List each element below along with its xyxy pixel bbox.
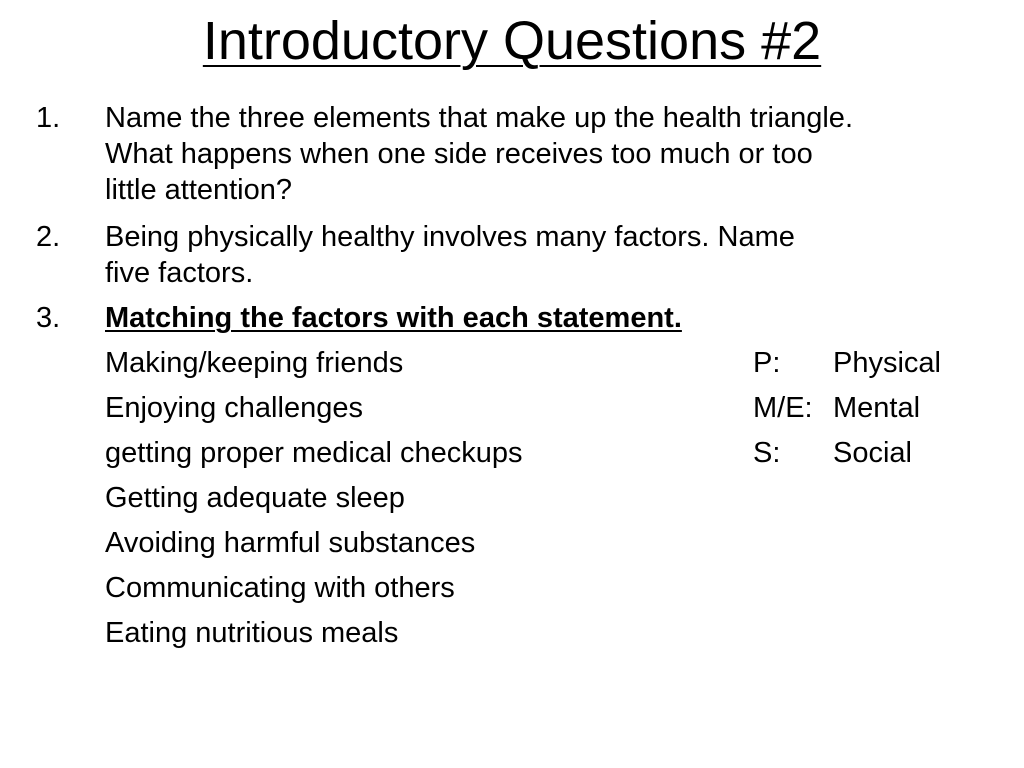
question-line: What happens when one side receives too much or too	[105, 138, 813, 170]
question-line: five factors.	[105, 257, 254, 289]
question-number: 1.	[36, 102, 61, 134]
factor-code: M/E:	[753, 392, 813, 424]
factor-code: P:	[753, 347, 781, 379]
matching-statement: Communicating with others	[105, 572, 455, 604]
matching-statement: Making/keeping friends	[105, 347, 404, 379]
question-number: 2.	[36, 221, 61, 253]
question-text	[105, 100, 1005, 208]
matching-statement: Enjoying challenges	[105, 392, 363, 424]
question-line: Being physically healthy involves many factors. Name	[105, 221, 795, 253]
slide-title: Introductory Questions #2	[202, 11, 822, 71]
question-text	[105, 219, 1005, 291]
question-line: Name the three elements that make up the health triangle.	[105, 102, 853, 134]
factor-name: Mental	[833, 392, 921, 424]
factor-code: S:	[753, 437, 781, 469]
question-line: little attention?	[105, 174, 293, 206]
question-text	[105, 300, 1005, 336]
matching-statement: Eating nutritious meals	[105, 617, 399, 649]
matching-statement: getting proper medical checkups	[105, 437, 523, 469]
question-line: Matching the factors with each statement.	[105, 302, 682, 334]
matching-statement: Avoiding harmful substances	[105, 527, 476, 559]
matching-statement: Getting adequate sleep	[105, 482, 405, 514]
factor-name: Social	[833, 437, 912, 469]
question-number: 3.	[36, 302, 61, 334]
factor-name: Physical	[833, 347, 941, 379]
